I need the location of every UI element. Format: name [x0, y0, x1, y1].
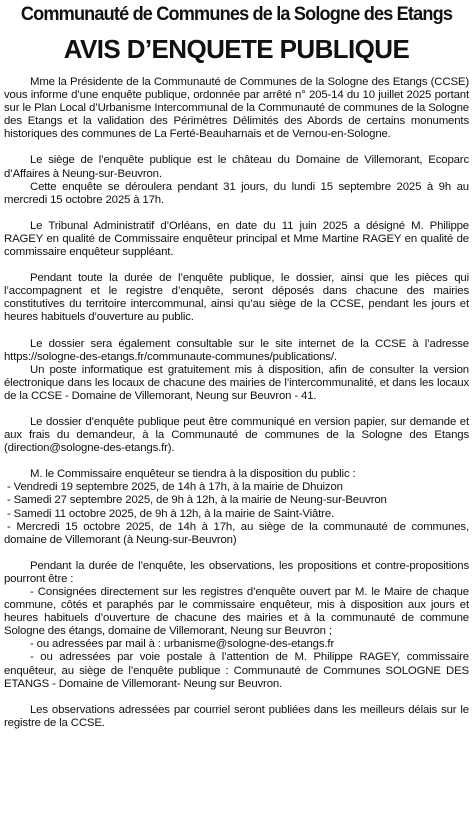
notice-body	[4, 76, 469, 730]
list-item: - ou adressées par mail à : urbanisme@sologne-des-etangs.fr	[30, 638, 335, 651]
list-item: - Consignées directement sur les registres d’enquête ouvert par M. le Maire de chaque commune, côtés et paraphés par le commissaire enquêteur, mis à disposition aux jours et heures habituels d’ouverture de chacune des mairies et à la communauté de commune Sologne des étangs, domaine de Villemorant, Neung sur Beuvron ;	[4, 586, 469, 638]
publication-paragraph: Les observations adressées par courriel seront publiées dans les meilleurs délais sur le registre de la CCSE.	[4, 703, 469, 729]
permanences-list	[4, 481, 469, 546]
list-item: - Vendredi 19 septembre 2025, de 14h à 17h, à la mairie de Dhuizon	[7, 481, 343, 494]
website-paragraph: Le dossier sera également consultable sur le site internet de la CCSE à l’adresse https://sologne-des-etangs.fr/communaute-communes/publications/.	[4, 337, 469, 363]
observations-intro: Pendant la durée de l’enquête, les observations, les propositions et contre-propositions pourront être :	[4, 559, 469, 585]
list-item: - Samedi 11 octobre 2025, de 9h à 12h, à la mairie de Saint-Viâtre.	[7, 507, 335, 520]
list-item: - Samedi 27 septembre 2025, de 9h à 12h, à la mairie de Neung-sur-Beuvron	[7, 494, 387, 507]
dossier-paragraph: Pendant toute la durée de l’enquête publique, le dossier, ainsi que les pièces qui l’accompagnent et le registre d’enquête, seront déposés dans chacune des mairies constitutives du territoire intercommunal, ainsi qu’au siège de la CCSE, pendant les jours et heures habituels d’ouverture au public.	[4, 272, 469, 324]
intro-paragraph: Mme la Présidente de la Communauté de Communes de la Sologne des Etangs (CCSE) vous informe d’une enquête publique, ordonnée par arrêté n° 205-14 du 10 juillet 2025 portant sur le Plan Local d’Urbanisme Intercommunal de la Communauté de communes de la Sologne des Etangs et la validation des Périmètres Délimités des Abords de certains monuments historiques des communes de La Ferté-Beauharnais et de Vernou-en-Sologne.	[4, 76, 469, 141]
organization-title: Communauté de Communes de la Sologne des Etangs	[20, 3, 453, 25]
commissioner-intro: M. le Commissaire enquêteur se tiendra à la disposition du public :	[30, 468, 356, 481]
notice-title: AVIS D’ENQUETE PUBLIQUE	[63, 34, 410, 64]
duration-paragraph: Cette enquête se déroulera pendant 31 jours, du lundi 15 septembre 2025 à 9h au mercredi 15 octobre 2025 à 17h.	[4, 180, 469, 206]
paper-paragraph: Le dossier d’enquête publique peut être communiqué en version papier, sur demande et aux frais du demandeur, à la Communauté de communes de la Sologne des Etangs (direction@sologne-des-etangs.fr).	[4, 415, 469, 455]
seat-paragraph: Le siège de l’enquête publique est le château du Domaine de Villemorant, Ecoparc d’Affaires à Neung-sur-Beuvron.	[4, 154, 469, 180]
computer-paragraph: Un poste informatique est gratuitement mis à disposition, afin de consulter la version électronique dans les locaux de chacune des mairies de l’intercommunalité, et dans les locaux de la CCSE - Domaine de Villemorant, Neung sur Beuvron - 41.	[4, 363, 469, 402]
observation-methods-list	[4, 586, 469, 691]
list-item: - Mercredi 15 octobre 2025, de 14h à 17h, au siège de la communauté de communes, domaine de Villemorant (à Neung-sur-Beuvron)	[4, 520, 469, 546]
list-item: - ou adressées par voie postale à l’attention de M. Philippe RAGEY, commissaire enquêteur, au siège de l’enquête publique : Communauté de Communes SOLOGNE DES ETANGS - Domaine de Villemorant- Neung sur Beuvron.	[4, 651, 469, 690]
tribunal-paragraph: Le Tribunal Administratif d’Orléans, en date du 11 juin 2025 a désigné M. Philippe RAGEY en qualité de Commissaire enquêteur principal et Mme Martine RAGEY en qualité de commissaire enquêteur suppléant.	[4, 219, 469, 259]
